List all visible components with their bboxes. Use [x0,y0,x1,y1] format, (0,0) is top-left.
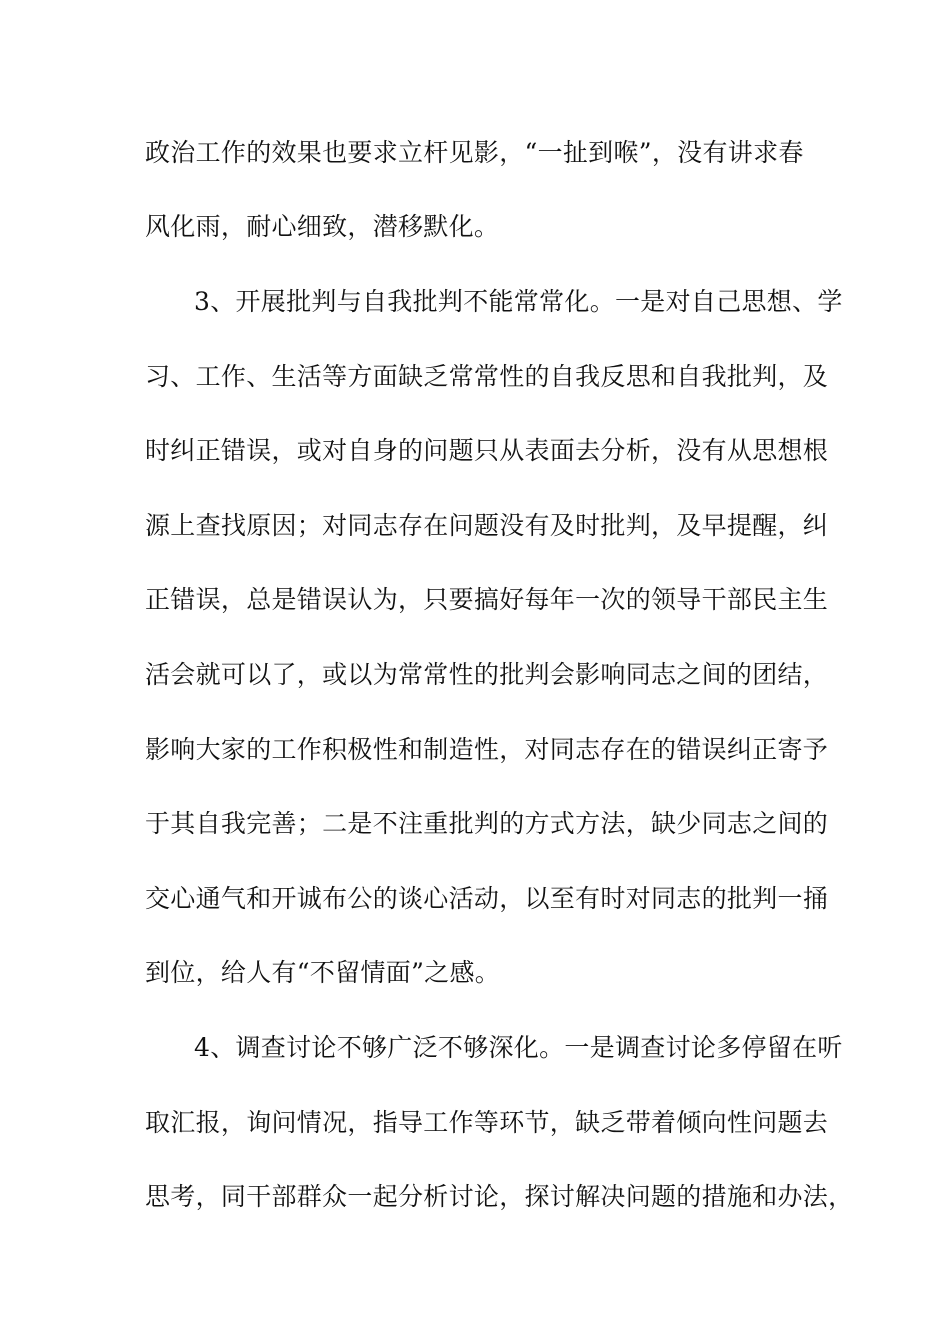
text-line: 取汇报，询问情况，指导工作等环节，缺乏带着倾向性问题去 [145,1108,829,1137]
text-line: 影响大家的工作积极性和制造性，对同志存在的错误纠正寄予 [145,735,829,764]
text-line: 源上查找原因；对同志存在问题没有及时批判，及早提醒，纠 [145,511,829,540]
text-line: 到位，给人有“不留情面”之感。 [145,958,501,987]
text-line: 风化雨，耐心细致，潜移默化。 [145,212,500,241]
text-line: 于其自我完善；二是不注重批判的方式方法，缺少同志之间的 [145,809,829,838]
text-line: 思考，同干部群众一起分析讨论，探讨解决问题的措施和办法， [145,1182,854,1211]
text-line: 活会就可以了，或以为常常性的批判会影响同志之间的团结， [145,660,829,689]
text-line: 正错误，总是错误认为，只要搞好每年一次的领导干部民主生 [145,585,829,614]
text-line: 时纠正错误，或对自身的问题只从表面去分析，没有从思想根 [145,436,829,465]
paragraph-3-start: 3、开展批判与自我批判不能常常化。一是对自己思想、学 [194,287,843,316]
text-line: 政治工作的效果也要求立杆见影，“一扯到喉”，没有讲求春 [145,138,804,167]
paragraph-4-start: 4、调查讨论不够广泛不够深化。一是调查讨论多停留在听 [194,1033,843,1062]
text-line: 习、工作、生活等方面缺乏常常性的自我反思和自我批判，及 [145,362,829,391]
text-line: 交心通气和开诚布公的谈心活动，以至有时对同志的批判一捅 [145,884,829,913]
